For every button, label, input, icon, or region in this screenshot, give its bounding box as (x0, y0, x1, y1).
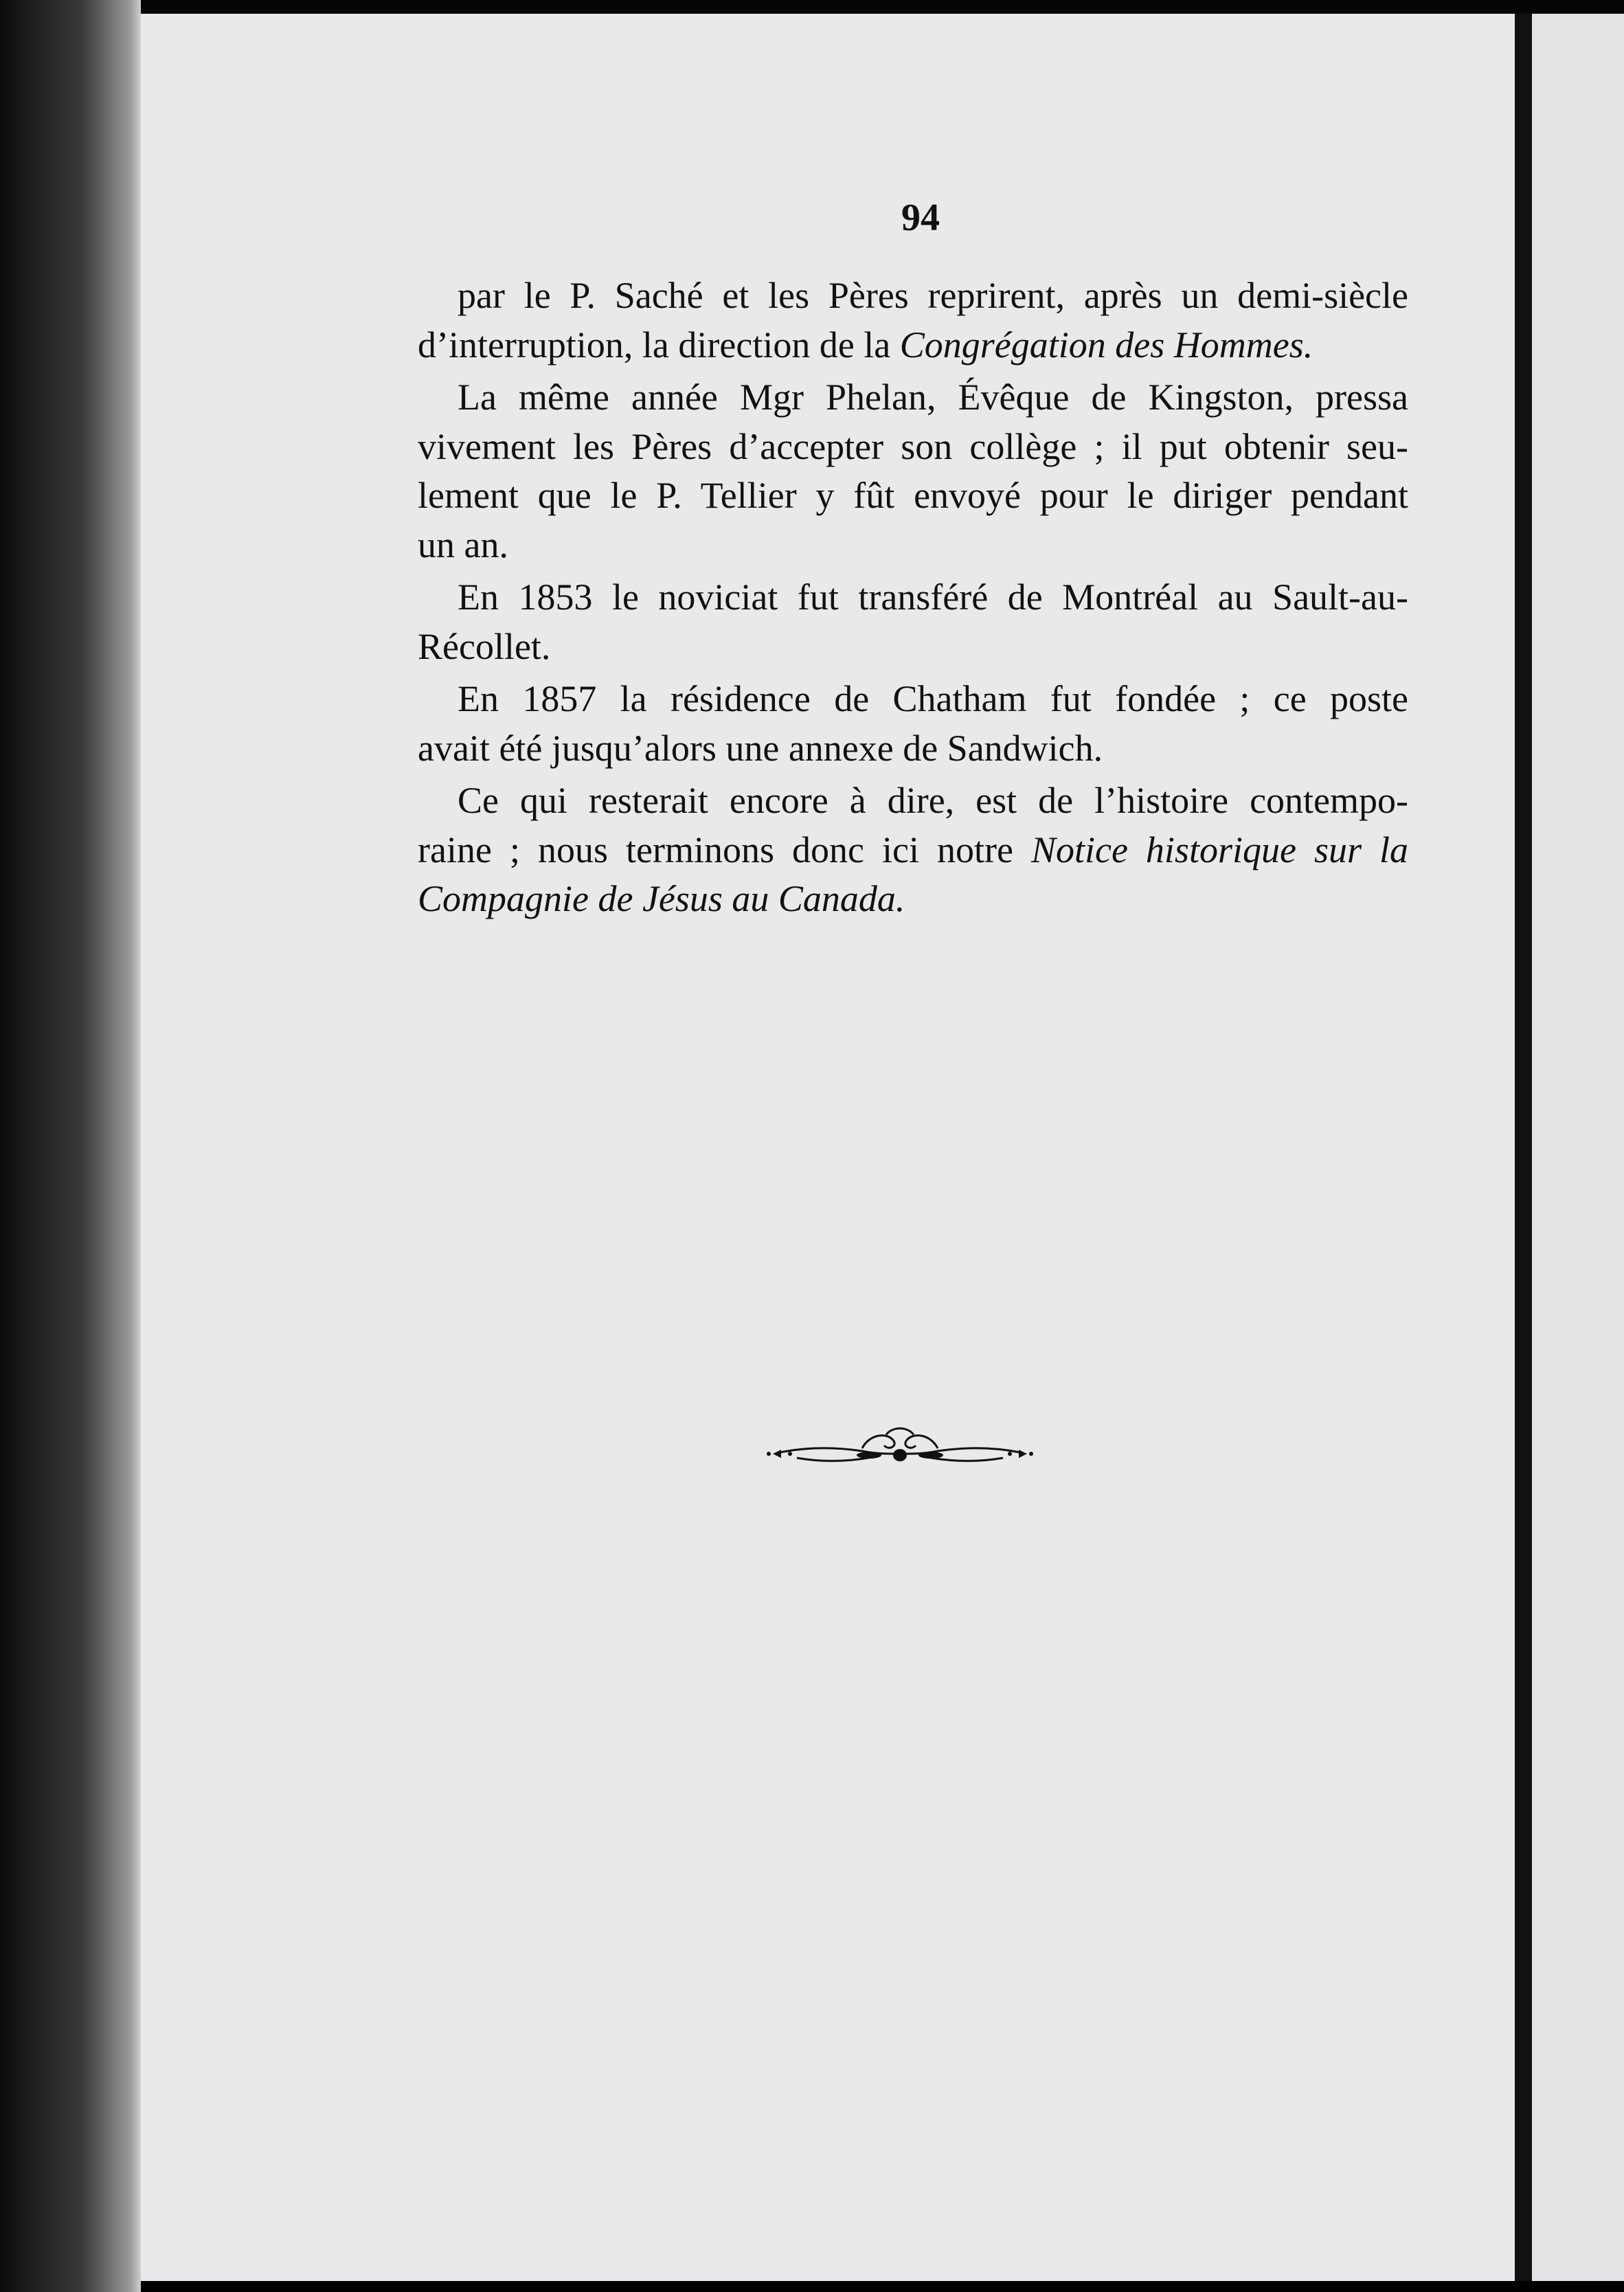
scan-top-border (0, 0, 1624, 14)
facing-page-edge (1532, 14, 1624, 2281)
text-line (418, 423, 1408, 472)
text-line (418, 675, 1408, 724)
text-line (418, 875, 1408, 924)
italic-text: Notice historique sur la (1030, 829, 1409, 870)
text-run: raine ; nous terminons donc ici notre (418, 829, 1031, 870)
text-run: Ce qui resterait encore à dire, est de l’histoire contempo- (458, 780, 1408, 821)
body-text (418, 271, 1408, 924)
page-stack-edge (0, 0, 141, 2292)
text-line (418, 521, 1408, 570)
text-run: d’interruption, la direction de la (418, 324, 900, 366)
text-run: avait été jusqu’alors une annexe de Sandwich. (418, 727, 1103, 769)
text-run: vivement les Pères d’accepter son collège ; il put obtenir seu- (418, 425, 1408, 467)
text-line (418, 373, 1408, 423)
fleuron-tailpiece-icon (766, 1422, 1034, 1477)
italic-text: Congrégation des Hommes. (899, 324, 1313, 366)
page-number: 94 (901, 196, 940, 239)
text-run: par le P. Saché et les Pères reprirent, après un demi-siècle (458, 275, 1408, 316)
italic-text: Compagnie de Jésus au Canada. (418, 878, 905, 919)
text-line (418, 573, 1408, 622)
text-line (418, 321, 1408, 370)
text-run: Récollet. (418, 625, 551, 667)
text-run: La même année Mgr Phelan, Évêque de Kingston, pressa (458, 377, 1408, 418)
text-line (418, 471, 1408, 521)
text-run: En 1857 la résidence de Chatham fut fondée ; ce poste (458, 678, 1408, 719)
text-run: En 1853 le noviciat fut transféré de Montréal au Sault-au- (458, 576, 1408, 618)
text-line (418, 622, 1408, 672)
text-run: un an. (418, 524, 508, 565)
text-line (418, 826, 1408, 875)
gutter-shadow (1515, 14, 1532, 2281)
text-line (418, 776, 1408, 826)
text-run: lement que le P. Tellier y fût envoyé pour le diriger pendant (418, 475, 1408, 516)
text-line (418, 724, 1408, 774)
text-line (418, 271, 1408, 321)
